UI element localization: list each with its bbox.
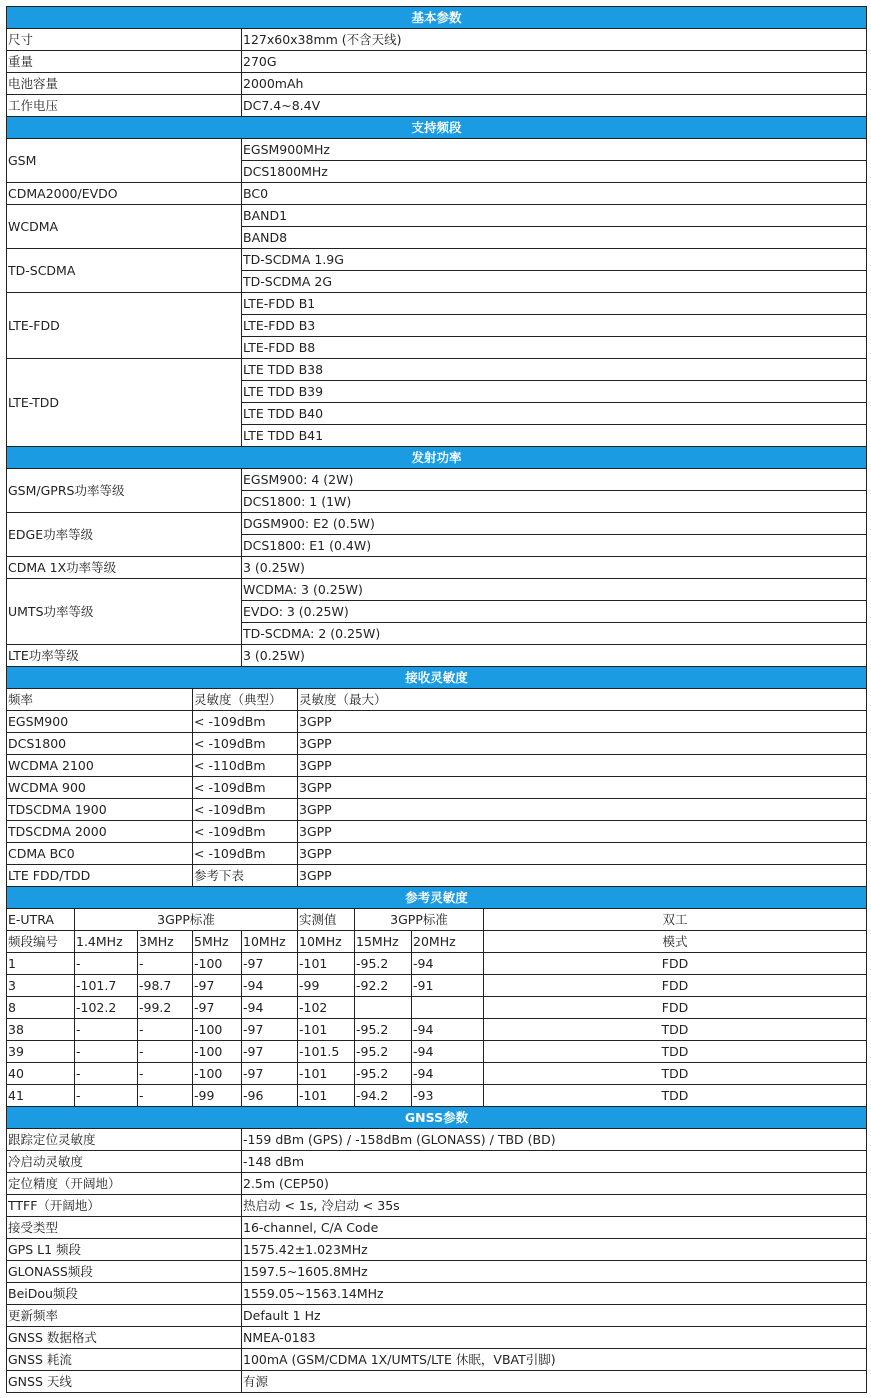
ref-value-cell: -100	[193, 953, 242, 975]
power-row	[7, 513, 867, 535]
ref-row	[7, 997, 867, 1019]
group-value: 3 (0.25W)	[242, 645, 867, 667]
param-value: DC7.4~8.4V	[242, 95, 867, 117]
group-label: EDGE功率等级	[7, 513, 242, 557]
ref-col-header: 15MHz	[355, 931, 412, 953]
group-value: EVDO: 3 (0.25W)	[242, 601, 867, 623]
gnss-label: 接受类型	[7, 1217, 242, 1239]
band-cell: 41	[7, 1085, 75, 1107]
gnss-label: 跟踪定位灵敏度	[7, 1129, 242, 1151]
gnss-value: 1575.42±1.023MHz	[242, 1239, 867, 1261]
gnss-label: GLONASS频段	[7, 1261, 242, 1283]
max-cell: 3GPP	[298, 711, 867, 733]
gnss-label: GNSS 耗流	[7, 1349, 242, 1371]
group-label: CDMA2000/EVDO	[7, 183, 242, 205]
group-value: BC0	[242, 183, 867, 205]
group-value: TD-SCDMA 1.9G	[242, 249, 867, 271]
gnss-value: NMEA-0183	[242, 1327, 867, 1349]
group-value: DGSM900: E2 (0.5W)	[242, 513, 867, 535]
gnss-value: 16-channel, C/A Code	[242, 1217, 867, 1239]
section-header: 发射功率	[7, 447, 867, 469]
max-cell: 3GPP	[298, 799, 867, 821]
ref-value-cell: -94	[412, 1041, 484, 1063]
column-header: 灵敏度（最大）	[298, 689, 867, 711]
max-cell: 3GPP	[298, 733, 867, 755]
ref-value-cell	[355, 997, 412, 1019]
ref-value-cell: -94	[412, 953, 484, 975]
group-value: TD-SCDMA 2G	[242, 271, 867, 293]
typical-cell: < -109dBm	[193, 711, 298, 733]
param-label: 重量	[7, 51, 242, 73]
ref-value-cell: -100	[193, 1041, 242, 1063]
bands-row	[7, 293, 867, 315]
param-value: 270G	[242, 51, 867, 73]
freq-cell: WCDMA 900	[7, 777, 193, 799]
ref-value-cell: -97	[193, 997, 242, 1019]
gnss-row	[7, 1327, 867, 1349]
freq-cell: LTE FDD/TDD	[7, 865, 193, 887]
section-header-row	[7, 887, 867, 909]
group-value: DCS1800: E1 (0.4W)	[242, 535, 867, 557]
ref-value-cell: -95.2	[355, 1041, 412, 1063]
sensitivity-row	[7, 733, 867, 755]
sensitivity-row	[7, 843, 867, 865]
duplex-header: 模式	[484, 931, 867, 953]
typical-cell: 参考下表	[193, 865, 298, 887]
section-header: 基本参数	[7, 7, 867, 29]
gnss-row	[7, 1371, 867, 1393]
group-label: LTE-FDD	[7, 293, 242, 359]
duplex-cell: FDD	[484, 953, 867, 975]
freq-cell: CDMA BC0	[7, 843, 193, 865]
duplex-cell: TDD	[484, 1063, 867, 1085]
measured-header: 实测值	[298, 909, 355, 931]
group-value: DCS1800: 1 (1W)	[242, 491, 867, 513]
duplex-cell: FDD	[484, 997, 867, 1019]
ref-value-cell: -100	[193, 1019, 242, 1041]
group-value: LTE TDD B38	[242, 359, 867, 381]
ref-value-cell: -	[75, 953, 138, 975]
typical-cell: < -109dBm	[193, 799, 298, 821]
ref-header-row-2	[7, 931, 867, 953]
group-label: LTE功率等级	[7, 645, 242, 667]
group-label: CDMA 1X功率等级	[7, 557, 242, 579]
gnss-label: 定位精度（开阔地）	[7, 1173, 242, 1195]
power-row	[7, 557, 867, 579]
spec-table	[6, 6, 867, 1393]
ref-row	[7, 953, 867, 975]
ref-value-cell: -97	[193, 975, 242, 997]
ref-row	[7, 975, 867, 997]
band-cell: 1	[7, 953, 75, 975]
bands-row	[7, 359, 867, 381]
bands-row	[7, 249, 867, 271]
group-value: LTE TDD B41	[242, 425, 867, 447]
ref-value-cell: -97	[242, 1063, 298, 1085]
ref-value-cell: -	[138, 1019, 193, 1041]
ref-value-cell: -96	[242, 1085, 298, 1107]
gnss-label: GPS L1 频段	[7, 1239, 242, 1261]
group-label: LTE-TDD	[7, 359, 242, 447]
group-label: GSM	[7, 139, 242, 183]
ref-row	[7, 1085, 867, 1107]
ref-header-row-1	[7, 909, 867, 931]
section-header-row	[7, 117, 867, 139]
freq-cell: DCS1800	[7, 733, 193, 755]
ref-value-cell: -99	[298, 975, 355, 997]
ref-value-cell: -92.2	[355, 975, 412, 997]
typical-cell: < -109dBm	[193, 843, 298, 865]
ref-row	[7, 1063, 867, 1085]
gnss-label: GNSS 数据格式	[7, 1327, 242, 1349]
column-header: 频率	[7, 689, 193, 711]
section-header-row	[7, 7, 867, 29]
sensitivity-row	[7, 799, 867, 821]
gnss-row	[7, 1129, 867, 1151]
sensitivity-row	[7, 865, 867, 887]
group-value: EGSM900MHz	[242, 139, 867, 161]
gnss-label: 更新频率	[7, 1305, 242, 1327]
ref-value-cell: -101	[298, 1019, 355, 1041]
ref-value-cell: -101	[298, 1063, 355, 1085]
ref-value-cell: -95.2	[355, 1019, 412, 1041]
gnss-value: Default 1 Hz	[242, 1305, 867, 1327]
ref-value-cell: -94	[412, 1063, 484, 1085]
ref-value-cell: -	[138, 1063, 193, 1085]
ref-value-cell: -101.5	[298, 1041, 355, 1063]
max-cell: 3GPP	[298, 865, 867, 887]
band-cell: 39	[7, 1041, 75, 1063]
max-cell: 3GPP	[298, 843, 867, 865]
ref-value-cell: -93	[412, 1085, 484, 1107]
group-label: UMTS功率等级	[7, 579, 242, 645]
ref-value-cell: -97	[242, 953, 298, 975]
gnss-row	[7, 1349, 867, 1371]
gnss-value: 有源	[242, 1371, 867, 1393]
group-value: LTE-FDD B3	[242, 315, 867, 337]
ref-value-cell: -102.2	[75, 997, 138, 1019]
gnss-row	[7, 1173, 867, 1195]
ref-value-cell: -101	[298, 953, 355, 975]
gnss-row	[7, 1239, 867, 1261]
spec-sheet	[6, 6, 866, 1393]
section-header: 参考灵敏度	[7, 887, 867, 909]
sensitivity-row	[7, 777, 867, 799]
ref-col-header: 10MHz	[298, 931, 355, 953]
ref-value-cell: -95.2	[355, 953, 412, 975]
ref-value-cell: -	[138, 1085, 193, 1107]
eutra-header: E-UTRA	[7, 909, 75, 931]
typical-cell: < -109dBm	[193, 777, 298, 799]
group-value: LTE-FDD B8	[242, 337, 867, 359]
power-row	[7, 645, 867, 667]
ref-value-cell: -	[75, 1019, 138, 1041]
param-value: 127x60x38mm (不含天线)	[242, 29, 867, 51]
section-header-row	[7, 1107, 867, 1129]
ref-col-header: 频段编号	[7, 931, 75, 953]
ref-value-cell: -	[138, 1041, 193, 1063]
column-header: 灵敏度（典型）	[193, 689, 298, 711]
gnss-label: BeiDou频段	[7, 1283, 242, 1305]
freq-cell: TDSCDMA 1900	[7, 799, 193, 821]
group-value: 3 (0.25W)	[242, 557, 867, 579]
bands-row	[7, 205, 867, 227]
group-value: DCS1800MHz	[242, 161, 867, 183]
group-label: GSM/GPRS功率等级	[7, 469, 242, 513]
gnss-value: 100mA (GSM/CDMA 1X/UMTS/LTE 休眠，VBAT引脚)	[242, 1349, 867, 1371]
group-value: LTE-FDD B1	[242, 293, 867, 315]
gnss-value: -148 dBm	[242, 1151, 867, 1173]
ref-value-cell: -91	[412, 975, 484, 997]
ref-value-cell: -	[75, 1085, 138, 1107]
gnss-row	[7, 1195, 867, 1217]
gnss-row	[7, 1261, 867, 1283]
group-value: LTE TDD B39	[242, 381, 867, 403]
group-label: TD-SCDMA	[7, 249, 242, 293]
param-value: 2000mAh	[242, 73, 867, 95]
section-header-row	[7, 667, 867, 689]
gnss-row	[7, 1283, 867, 1305]
gnss-label: TTFF（开阔地）	[7, 1195, 242, 1217]
ref-value-cell: -97	[242, 1041, 298, 1063]
gnss-label: GNSS 天线	[7, 1371, 242, 1393]
ref-value-cell: -	[75, 1063, 138, 1085]
gnss-value: 热启动 < 1s, 冷启动 < 35s	[242, 1195, 867, 1217]
ref-value-cell: -94	[242, 975, 298, 997]
ref-value-cell: -99.2	[138, 997, 193, 1019]
group-label: WCDMA	[7, 205, 242, 249]
gnss-row	[7, 1305, 867, 1327]
ref-row	[7, 1041, 867, 1063]
ref-value-cell: -94	[242, 997, 298, 1019]
duplex-header: 双工	[484, 909, 867, 931]
group-value: BAND8	[242, 227, 867, 249]
ref-col-header: 3MHz	[138, 931, 193, 953]
ref-col-header: 5MHz	[193, 931, 242, 953]
ref-value-cell: -101.7	[75, 975, 138, 997]
ref-value-cell: -	[138, 953, 193, 975]
duplex-cell: TDD	[484, 1041, 867, 1063]
ref-col-header: 1.4MHz	[75, 931, 138, 953]
bands-row	[7, 139, 867, 161]
std-header: 3GPP标准	[355, 909, 484, 931]
basic-row	[7, 51, 867, 73]
max-cell: 3GPP	[298, 821, 867, 843]
ref-value-cell: -98.7	[138, 975, 193, 997]
sensitivity-row	[7, 711, 867, 733]
gnss-row	[7, 1151, 867, 1173]
group-value: TD-SCDMA: 2 (0.25W)	[242, 623, 867, 645]
gnss-row	[7, 1217, 867, 1239]
duplex-cell: FDD	[484, 975, 867, 997]
section-header-row	[7, 447, 867, 469]
ref-value-cell: -99	[193, 1085, 242, 1107]
ref-value-cell	[412, 997, 484, 1019]
bands-row	[7, 183, 867, 205]
power-row	[7, 469, 867, 491]
ref-value-cell: -101	[298, 1085, 355, 1107]
sensitivity-row	[7, 755, 867, 777]
band-cell: 40	[7, 1063, 75, 1085]
basic-row	[7, 95, 867, 117]
typical-cell: < -110dBm	[193, 755, 298, 777]
ref-value-cell: -102	[298, 997, 355, 1019]
duplex-cell: TDD	[484, 1019, 867, 1041]
gnss-label: 冷启动灵敏度	[7, 1151, 242, 1173]
section-header: 接收灵敏度	[7, 667, 867, 689]
sensitivity-header-row	[7, 689, 867, 711]
basic-row	[7, 29, 867, 51]
gnss-value: -159 dBm (GPS) / -158dBm (GLONASS) / TBD (BD)	[242, 1129, 867, 1151]
band-cell: 8	[7, 997, 75, 1019]
std-header: 3GPP标准	[75, 909, 298, 931]
freq-cell: EGSM900	[7, 711, 193, 733]
group-value: BAND1	[242, 205, 867, 227]
ref-col-header: 10MHz	[242, 931, 298, 953]
section-header: 支持频段	[7, 117, 867, 139]
gnss-value: 2.5m (CEP50)	[242, 1173, 867, 1195]
ref-value-cell: -94.2	[355, 1085, 412, 1107]
group-value: LTE TDD B40	[242, 403, 867, 425]
section-header: GNSS参数	[7, 1107, 867, 1129]
duplex-cell: TDD	[484, 1085, 867, 1107]
gnss-value: 1597.5~1605.8MHz	[242, 1261, 867, 1283]
ref-value-cell: -	[75, 1041, 138, 1063]
band-cell: 3	[7, 975, 75, 997]
typical-cell: < -109dBm	[193, 821, 298, 843]
param-label: 电池容量	[7, 73, 242, 95]
sensitivity-row	[7, 821, 867, 843]
ref-value-cell: -95.2	[355, 1063, 412, 1085]
ref-value-cell: -100	[193, 1063, 242, 1085]
max-cell: 3GPP	[298, 755, 867, 777]
gnss-value: 1559.05~1563.14MHz	[242, 1283, 867, 1305]
basic-row	[7, 73, 867, 95]
power-row	[7, 579, 867, 601]
group-value: WCDMA: 3 (0.25W)	[242, 579, 867, 601]
freq-cell: TDSCDMA 2000	[7, 821, 193, 843]
group-value: EGSM900: 4 (2W)	[242, 469, 867, 491]
param-label: 工作电压	[7, 95, 242, 117]
ref-col-header: 20MHz	[412, 931, 484, 953]
ref-row	[7, 1019, 867, 1041]
ref-value-cell: -94	[412, 1019, 484, 1041]
band-cell: 38	[7, 1019, 75, 1041]
typical-cell: < -109dBm	[193, 733, 298, 755]
max-cell: 3GPP	[298, 777, 867, 799]
ref-value-cell: -97	[242, 1019, 298, 1041]
param-label: 尺寸	[7, 29, 242, 51]
freq-cell: WCDMA 2100	[7, 755, 193, 777]
